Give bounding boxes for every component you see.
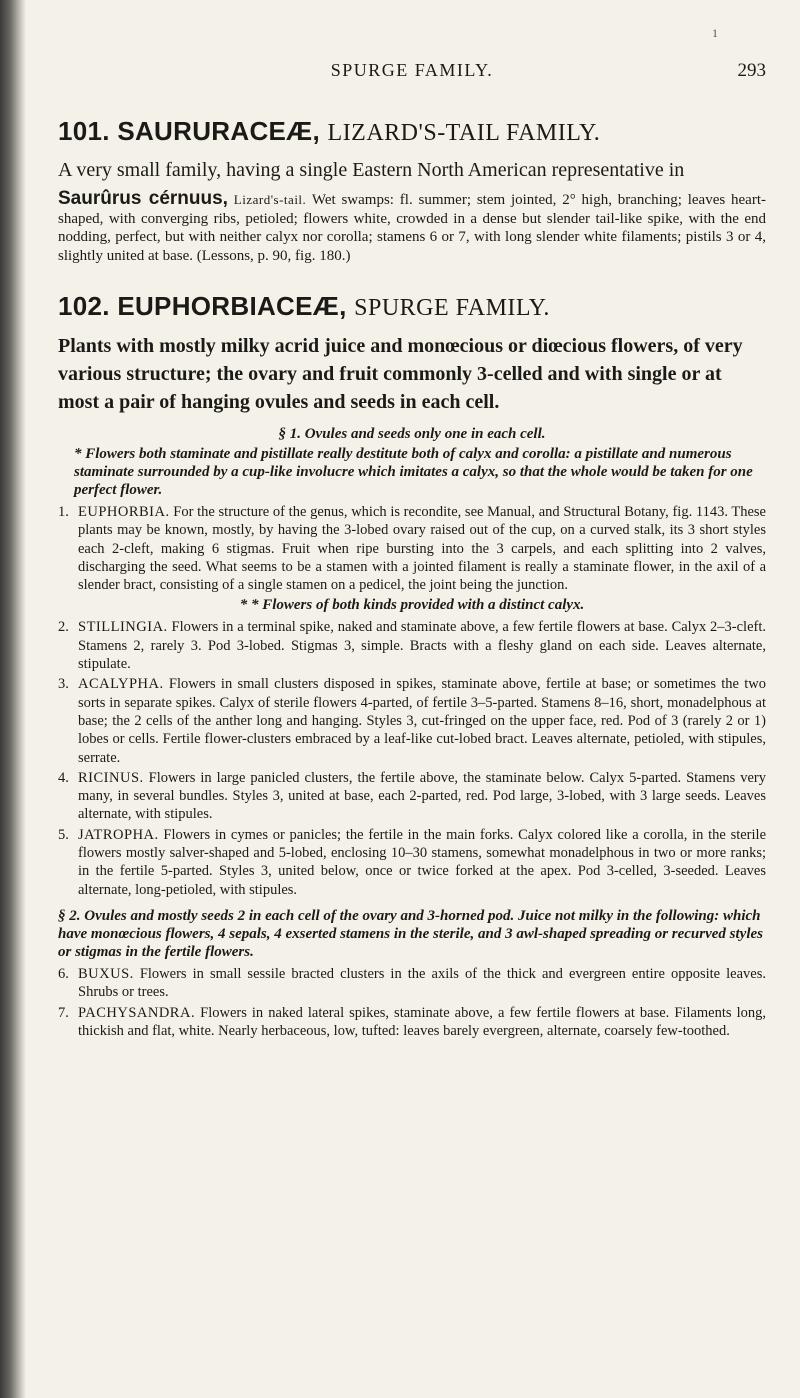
genus-item <box>58 618 766 673</box>
section-1-heading: § 1. Ovules and seeds only one in each cell. <box>278 426 546 442</box>
genus-body <box>78 965 766 1002</box>
genus-description: For the structure of the genus, which is recondite, see Manual, and Structural Botany, fig. 1143. These plants may be known, mostly, by having the 3-lobed ovary raised out of the cup, on a curved stalk, its 3 short styles each 2-cleft, making 6 stigmas. Fruit when ripe bursting into the 3 carpels, and each splitting into 2 valves, discharging the seed. What seems to be a stamen with a jointed filament is really a staminate flower, in the axil of a slender bract, consisting of a single stamen on a pedicel, the joint being the junction. <box>78 504 766 594</box>
family-101-lead: A very small family, having a single Eastern North American representative in <box>58 159 685 181</box>
genus-name: EUPHORBIA. <box>78 504 170 520</box>
genus-body <box>78 675 766 766</box>
genus-number: 6. <box>58 965 69 982</box>
genus-description: Flowers in small sessile bracted clusters in the axils of the thick and evergreen entire opposite leaves. Shrubs or trees. <box>78 965 766 1001</box>
genus-body <box>78 1004 766 1041</box>
family-102-heading <box>58 291 766 322</box>
saururus-entry <box>58 190 766 265</box>
genus-item <box>58 1004 766 1041</box>
genus-name: BUXUS. <box>78 965 134 982</box>
genus-body <box>78 618 766 673</box>
key-2: * * Flowers of both kinds provided with a distinct calyx. <box>239 597 585 614</box>
genus-item <box>58 826 766 899</box>
genus-name: ACALYPHA. <box>78 676 164 693</box>
genus-number: 5. <box>58 826 69 843</box>
genus-name: JATROPHA. <box>78 826 159 843</box>
family-101-english-name: LIZARD'S-TAIL FAMILY. <box>327 120 601 146</box>
genus-body <box>78 769 766 824</box>
family-101-heading <box>58 116 766 147</box>
genus-number: 7. <box>58 1004 69 1021</box>
section-2-heading: § 2. Ovules and mostly seeds 2 in each cell of the ovary and 3-horned pod. Juice not milky in the following: which have monœcious flowers, 4 sepals, 4 exserted stamens in the sterile, and 3 awl-shaped spreading or recurved styles or stigmas in the fertile flowers. <box>58 907 763 960</box>
book-gutter-shadow <box>0 0 26 1398</box>
running-head <box>58 26 766 98</box>
genus-body <box>78 826 766 899</box>
genus-item <box>58 769 766 824</box>
genus-item <box>58 503 766 594</box>
signature-mark: 1 <box>712 26 718 40</box>
genus-number: 1. <box>58 504 69 520</box>
genus-description: Flowers in naked lateral spikes, staminate above, a few fertile flowers at base. Filaments long, thickish and flat, white. Nearly herbaceous, low, tufted: leaves barely evergreen, alternate, coarsely few-toothed. <box>78 1004 766 1039</box>
key-1: * Flowers both staminate and pistillate really destitute both of calyx and corolla: a pistillate and numerous staminate surrounded by a cup-like involucre which imitates a calyx, so that the whole would be taken for one perfect flower. <box>74 446 753 498</box>
genus-description: Flowers in a terminal spike, naked and staminate above, a few fertile flowers at base. Calyx 2–3-cleft. Stamens 2, rarely 3. Pod 3-lobed. Stigmas 3, simple. Bracts with a fleshy gland on each side. Leaves alternate, stipulate. <box>78 619 767 673</box>
genus-number: 2. <box>58 619 69 636</box>
family-102-english-name: SPURGE FAMILY. <box>354 295 550 321</box>
saururus-common-name: Lizard's-tail. <box>233 192 307 207</box>
genus-item <box>58 965 766 1002</box>
book-page <box>58 26 767 1042</box>
saururus-description: Wet swamps: fl. summer; stem jointed, 2° high, branching; leaves heart-shaped, with converging ribs, petioled; flowers white, crowded in a dense but slender tail-like spike, with the end nodding, perfect, but with neither calyx nor corolla; stamens 6 or 7, with long slender white filaments; pistils 3 or 4, slightly united at base. (Lessons, p. 90, fig. 180.) <box>58 192 766 264</box>
genus-description: Flowers in large panicled clusters, the fertile above, the staminate below. Calyx 5-parted. Stamens very many, in several bundles. Styles 3, united at base, each 2-parted, red. Pod large, 3-lobed, with 3 large seeds. Leaves alternate, with stipules. <box>78 769 766 823</box>
family-101-number: 101. <box>58 116 110 146</box>
genus-name: RICINUS. <box>78 769 144 786</box>
genus-name: PACHYSANDRA. <box>78 1004 196 1021</box>
saururus-species-name: Saurûrus cérnuus, <box>58 188 228 209</box>
family-102-intro: Plants with mostly milky acrid juice and monœcious or diœcious flowers, of very various structure; the ovary and fruit commonly 3-celled and with single or at most a pair of hanging ovules and seeds in each cell. <box>58 335 743 413</box>
genus-description: Flowers in small clusters disposed in spikes, staminate above, fertile at base; or sometimes the two sorts in separate spikes. Calyx of sterile flowers 4-parted, of fertile 3–5-parted. Stamens 8–16, short, monadelphous at base; the 2 cells of the anther long and hanging. Styles 3, cut-fringed on the upper face, red. Pod of 3 (rarely 2 or 1) lobes or cells. Fertile flower-clusters embraced by a leaf-like cut-lobed bract. Leaves alternate, petioled, with stipules, serrate. <box>78 676 767 766</box>
running-head-title: SPURGE FAMILY. <box>330 60 494 80</box>
family-102-latin-name: EUPHORBIACEÆ, <box>117 291 347 321</box>
page-number: 293 <box>737 60 766 81</box>
family-101-latin-name: SAURURACEÆ, <box>117 116 320 146</box>
genus-body <box>78 503 766 594</box>
genus-item <box>58 675 766 766</box>
genus-number: 3. <box>58 676 69 693</box>
genus-name: STILLINGIA. <box>78 619 168 636</box>
genus-number: 4. <box>58 769 69 786</box>
family-102-number: 102. <box>58 291 110 321</box>
genus-description: Flowers in cymes or panicles; the fertile in the main forks. Calyx colored like a corolla, in the sterile flowers mostly salver-shaped and 5-lobed, enclosing 10–30 stamens, somewhat monadelphous in two or more ranks; in the fertile 5-parted. Styles 3, united below, once or twice forked at the apex. Pod 3-celled, 3-seeded. Leaves alternate, long-petioled, with stipules. <box>78 826 767 898</box>
